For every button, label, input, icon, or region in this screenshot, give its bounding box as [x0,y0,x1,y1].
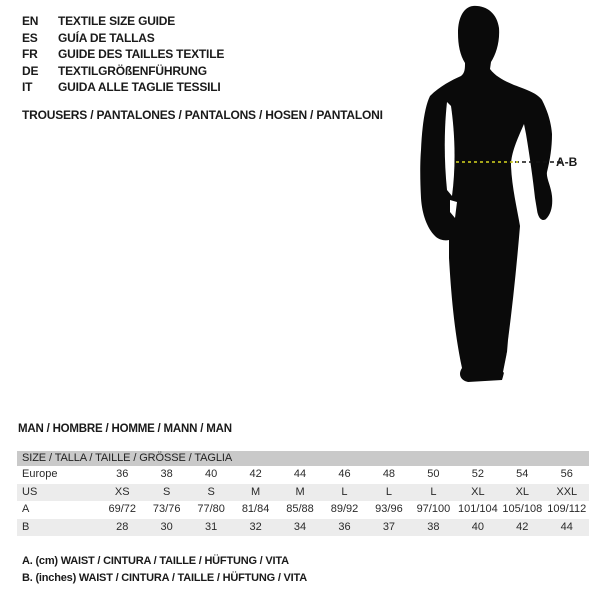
table-cell: 109/112 [547,503,587,515]
table-cell: 42 [516,520,529,533]
lang-row-de [22,63,224,80]
table-cell: 54 [516,468,529,480]
table-row-b-inches [17,519,589,537]
table-cell: XXL [556,485,578,498]
table-cell: 38 [160,468,173,480]
table-cell: 89/92 [330,503,359,515]
table-cell: 48 [382,468,396,480]
table-cell: 32 [249,520,262,533]
lang-label: GUÍA DE TALLAS [58,30,155,45]
table-cell: 69/72 [108,503,136,515]
table-cell: 34 [293,520,307,533]
measurement-notes [22,553,307,586]
table-cell: 52 [471,468,484,480]
table-cell: 81/84 [241,503,270,515]
table-cell: 30 [160,520,173,533]
table-cell: 85/88 [286,503,314,515]
table-cell: 44 [293,468,307,480]
note-b-inches: B. (inches) WAIST / CINTURA / TAILLE / HÜFTUNG / VITA [22,571,307,584]
table-cell: 46 [338,468,351,480]
lang-code: ES [22,30,38,45]
table-cell: 73/76 [152,503,181,515]
note-a-cm: A. (cm) WAIST / CINTURA / TAILLE / HÜFTUNG / VITA [22,555,289,567]
lang-code: IT [22,80,33,95]
table-cell: XL [515,485,530,498]
table-cell: M [251,485,261,498]
table-cell: L [430,485,437,498]
table-cell: S [207,485,215,498]
lang-code: FR [22,47,38,62]
table-cell: XS [114,485,130,498]
table-cell: 40 [205,468,218,480]
language-guide-block [22,13,224,96]
table-cell: 36 [116,468,129,480]
lang-row-en [22,13,224,30]
table-cell: L [385,485,392,498]
table-row-a-cm [17,501,589,519]
table-cell: 101/104 [457,503,498,515]
man-silhouette-svg [410,0,600,420]
table-cell: 37 [382,520,396,533]
table-cell: 93/96 [375,503,403,515]
lang-label: TEXTILE SIZE GUIDE [58,14,176,28]
table-cell: M [295,485,305,498]
lang-label: GUIDE DES TAILLES TEXTILE [58,47,225,62]
man-silhouette-path [420,6,552,382]
lang-row-it [22,79,224,96]
size-table-header [17,451,589,466]
table-cell: 28 [116,520,129,533]
table-cell: 77/80 [197,503,225,515]
lang-code: EN [22,14,39,28]
table-cell: 36 [338,520,351,533]
table-cell: XL [471,485,485,498]
row-label: US [22,485,38,498]
size-table [17,451,589,536]
gender-heading: MAN / HOMBRE / HOMME / MANN / MAN [18,423,232,435]
table-cell: L [341,485,348,498]
row-label: B [22,520,30,533]
row-label: Europe [22,468,58,480]
size-table-header-label: SIZE / TALLA / TAILLE / GRÖSSE / TAGLIA [22,452,233,464]
lang-label: GUIDA ALLE TAGLIE TESSILI [58,80,221,95]
category-heading: TROUSERS / PANTALONES / PANTALONS / HOSEN / PANTALONI [22,108,383,122]
table-cell: S [163,485,171,498]
row-label: A [22,503,30,515]
table-row-us [17,484,589,502]
table-cell: 38 [427,520,440,533]
table-cell: 50 [427,468,440,480]
measure-label-ab: A-B [556,155,578,169]
table-cell: 105/108 [502,503,543,515]
lang-row-fr [22,46,224,63]
table-cell: 56 [560,468,573,480]
table-cell: 44 [560,520,573,533]
table-cell: 97/100 [416,503,451,515]
table-row-europe [17,466,589,484]
lang-label: TEXTILGRÖßENFÜHRUNG [58,63,207,78]
table-cell: 42 [249,468,262,480]
lang-row-es [22,30,224,47]
man-silhouette-figure [410,0,600,420]
table-cell: 31 [205,520,218,533]
lang-code: DE [22,63,39,78]
table-cell: 40 [471,520,484,533]
